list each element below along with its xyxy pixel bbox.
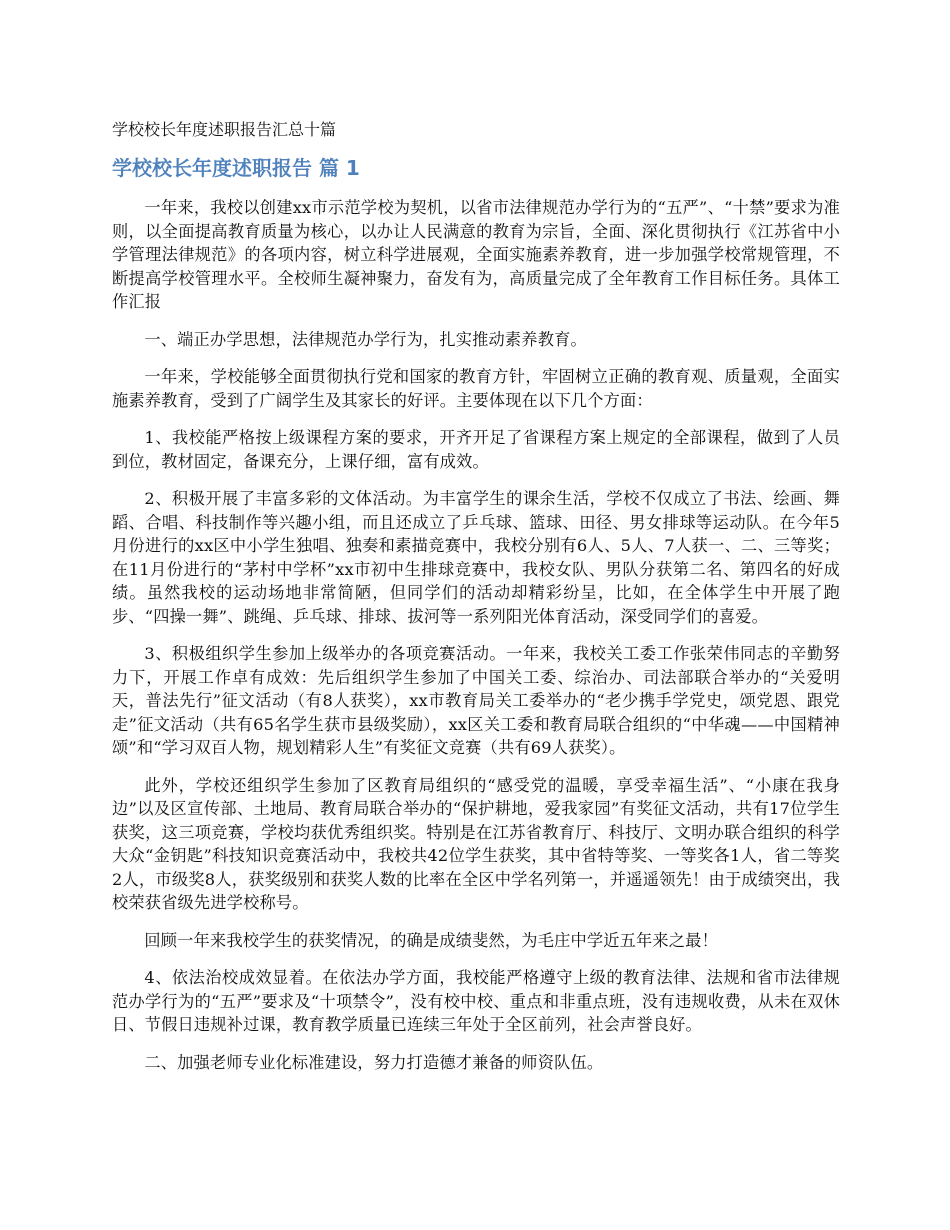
paragraph-item-1: 1、我校能严格按上级课程方案的要求，开齐开足了省课程方案上规定的全部课程，做到了人员到位，教材固定，备课充分，上课仔细，富有成效。	[112, 428, 840, 471]
section-heading: 学校校长年度述职报告 篇 1	[112, 156, 360, 180]
paragraph-additional-awards: 此外，学校还组织学生参加了区教育局组织的“感受党的温暖，享受幸福生活”、“小康在我身边”以及区宣传部、土地局、教育局联合举办的“保护耕地，爱我家园”有奖征文活动，共有17位学生获奖，这三项竞赛，学校均获优秀组织奖。特别是在江苏省教育厅、科技厅、文明办联合组织的科学大众“金钥匙”科技知识竞赛活动中，我校共42位学生获奖，其中省特等奖、一等奖各1人，省二等奖2人，市级奖8人，获奖级别和获奖人数的比率在全区中学名列第一，并遥遥领先！由于成绩突出，我校荣获省级先进学校称号。	[112, 775, 840, 912]
paragraph-section-one-summary: 一年来，学校能够全面贯彻执行党和国家的教育方针，牢固树立正确的教育观、质量观，全面实施素养教育，受到了广阔学生及其家长的好评。主要体现在以下几个方面：	[112, 367, 840, 410]
document-title: 学校校长年度述职报告汇总十篇	[112, 120, 337, 139]
paragraph-review: 回顾一年来我校学生的获奖情况，的确是成绩斐然，为毛庄中学近五年来之最！	[144, 930, 718, 950]
document-page	[112, 118, 840, 1088]
paragraph-intro: 一年来，我校以创建xx市示范学校为契机，以省市法律规范办学行为的“五严”、“十禁”要求为准则，以全面提高教育质量为核心，以办让人民满意的教育为宗旨，全面、深化贯彻执行《江苏省中小学管理法律规范》的各项内容，树立科学进展观，全面实施素养教育，进一步加强学校常规管理，不断提高学校管理水平。全校师生凝神聚力，奋发有为，高质量完成了全年教育工作目标任务。具体工作汇报	[112, 198, 840, 311]
paragraph-section-one-heading: 一、端正办学思想，法律规范办学行为，扎实推动素养教育。	[144, 329, 587, 349]
paragraph-item-2: 2、积极开展了丰富多彩的文体活动。为丰富学生的课余生活，学校不仅成立了书法、绘画、舞蹈、合唱、科技制作等兴趣小组，而且还成立了乒乓球、篮球、田径、男女排球等运动队。在今年5月份进行的xx区中小学生独唱、独奏和素描竞赛中，我校分别有6人、5人、7人获一、二、三等奖；在11月份进行的“茅村中学杯”xx市初中生排球竞赛中，我校女队、男队分获第二名、第四名的好成绩。虽然我校的运动场地非常简陋，但同学们的活动却精彩纷呈，比如，在全体学生中开展了跑步、“四操一舞”、跳绳、乒乓球、排球、拔河等一系列阳光体育活动，深受同学们的喜爱。	[112, 489, 840, 626]
paragraph-section-two-heading: 二、加强老师专业化标准建设，努力打造德才兼备的师资队伍。	[144, 1052, 604, 1072]
paragraph-item-3: 3、积极组织学生参加上级举办的各项竞赛活动。一年来，我校关工委工作张荣伟同志的辛勤努力下，开展工作卓有成效：先后组织学生参加了中国关工委、综治办、司法部联合举办的“关爱明天，普法先行”征文活动（有8人获奖），xx市教育局关工委举办的“老少携手学党史，颂党恩、跟党走”征文活动（共有65名学生获市县级奖励），xx区关工委和教育局联合组织的“中华魂——中国精神颂”和“学习双百人物，规划精彩人生”有奖征文竞赛（共有69人获奖）。	[112, 644, 840, 757]
paragraph-item-4: 4、依法治校成效显着。在依法办学方面，我校能严格遵守上级的教育法律、法规和省市法律规范办学行为的“五严”要求及“十项禁令”，没有校中校、重点和非重点班，没有违规收费，从未在双休日、节假日违规补过课，教育教学质量已连续三年处于全区前列，社会声誉良好。	[112, 968, 840, 1034]
